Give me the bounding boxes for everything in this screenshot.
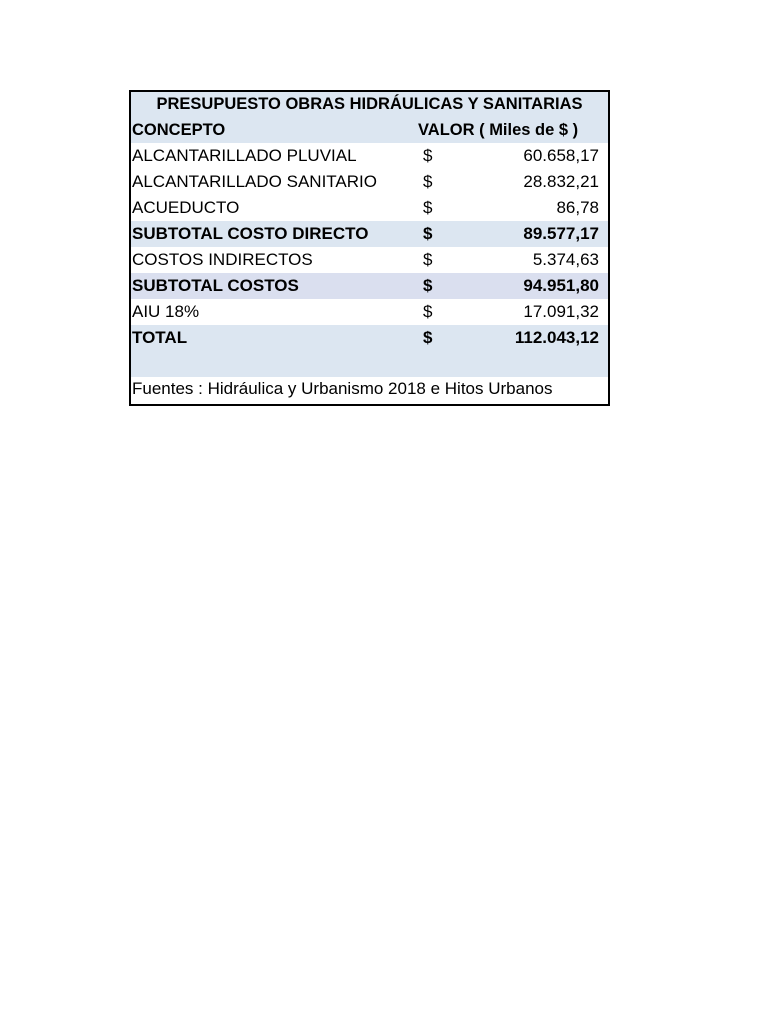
row-amount: 60.658,17 [523,146,599,165]
row-amount: 89.577,17 [523,224,599,243]
table-header-row [131,117,608,143]
concept-column-header: CONCEPTO [132,121,226,139]
row-amount: 5.374,63 [532,250,599,269]
row-concept: AIU 18% [132,302,200,321]
row-aiu [131,299,608,325]
row-acueducto [131,195,608,221]
row-amount: 28.832,21 [523,172,599,191]
source-note-row [131,377,608,404]
table-title [131,92,608,117]
row-subtotal-costos [131,273,608,299]
row-concept: ALCANTARILLADO SANITARIO [132,172,377,191]
row-alcantarillado-sanitario [131,169,608,195]
row-amount: 94.951,80 [523,276,599,295]
row-concept: SUBTOTAL COSTOS [132,276,299,295]
row-total [131,325,608,377]
row-amount: 112.043,12 [514,328,599,347]
row-amount: 17.091,32 [523,302,599,321]
source-note: Fuentes : Hidráulica y Urbanismo 2018 e Hitos Urbanos [132,379,553,398]
row-currency-symbol: $ [423,224,433,243]
row-currency-symbol: $ [423,276,433,295]
row-concept: COSTOS INDIRECTOS [132,250,313,269]
budget-table [129,90,610,406]
row-currency-symbol: $ [423,328,433,347]
row-subtotal-costo-directo [131,221,608,247]
row-currency-symbol: $ [423,198,433,217]
row-concept: TOTAL [132,328,188,347]
table-title-text: PRESUPUESTO OBRAS HIDRÁULICAS Y SANITARIAS [156,95,583,113]
row-amount: 86,78 [556,198,599,217]
row-currency-symbol: $ [423,302,433,321]
row-currency-symbol: $ [423,250,433,269]
row-currency-symbol: $ [423,146,433,165]
row-concept: SUBTOTAL COSTO DIRECTO [132,224,369,243]
value-column-header: VALOR ( Miles de $ ) [418,121,579,139]
row-currency-symbol: $ [423,172,433,191]
row-alcantarillado-pluvial [131,143,608,169]
row-costos-indirectos [131,247,608,273]
row-concept: ALCANTARILLADO PLUVIAL [132,146,357,165]
row-concept: ACUEDUCTO [132,198,240,217]
